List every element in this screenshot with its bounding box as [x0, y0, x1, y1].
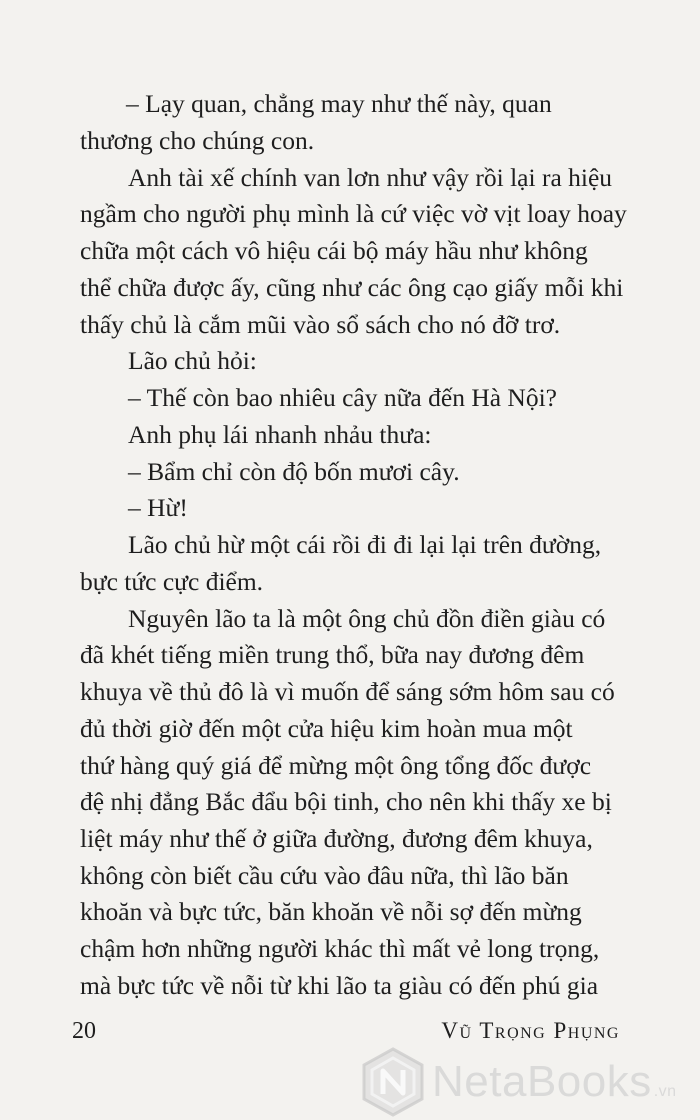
text-line: ngầm cho người phụ mình là cứ việc vờ vịt loay hoay — [80, 199, 627, 228]
page-number: 20 — [72, 1018, 96, 1044]
text-line: chữa một cách vô hiệu cái bộ máy hầu như không — [80, 236, 588, 265]
text-line: Nguyên lão ta là một ông chủ đồn điền giàu có — [128, 604, 606, 633]
watermark-text: NetaBooks .vn — [432, 1057, 677, 1106]
text-line: Lão chủ hừ một cái rồi đi đi lại lại trên đường, — [128, 530, 602, 559]
text-line: không còn biết cầu cứu vào đâu nữa, thì lão băn — [80, 861, 569, 890]
text-line: Lão chủ hỏi: — [128, 346, 257, 375]
text-line: Anh tài xế chính van lơn như vậy rồi lại ra hiệu — [128, 163, 613, 192]
text-line: đủ thời giờ đến một cửa hiệu kim hoàn mua một — [80, 714, 573, 743]
text-line: khoăn và bực tức, băn khoăn về nỗi sợ đến mừng — [80, 897, 582, 926]
watermark — [360, 1046, 700, 1118]
text-line: đã khét tiếng miền trung thổ, bữa nay đương đêm — [80, 640, 585, 669]
running-footer-author: Vũ Trọng Phụng — [441, 1018, 620, 1043]
text-line: đệ nhị đẳng Bắc đẩu bội tinh, cho nên khi thấy xe bị — [80, 787, 612, 816]
page-footer — [0, 1014, 700, 1048]
netabooks-logo-icon — [360, 1046, 426, 1118]
text-line: – Hừ! — [128, 493, 188, 522]
text-line: thương cho chúng con. — [80, 126, 315, 155]
text-line: – Bẩm chỉ còn độ bốn mươi cây. — [128, 457, 460, 486]
text-line: khuya về thủ đô là vì muốn để sáng sớm hôm sau có — [80, 677, 615, 706]
text-line: mà bực tức về nỗi từ khi lão ta giàu có đến phú gia — [80, 971, 599, 1000]
text-line: thấy chủ là cắm mũi vào sổ sách cho nó đỡ trơ. — [80, 310, 561, 339]
text-line: liệt máy như thế ở giữa đường, đương đêm khuya, — [80, 824, 593, 853]
text-line: chậm hơn những người khác thì mất vẻ long trọng, — [80, 934, 600, 963]
text-line: bực tức cực điểm. — [80, 567, 264, 596]
text-line: thứ hàng quý giá để mừng một ông tổng đốc được — [80, 751, 592, 780]
text-line: Anh phụ lái nhanh nhảu thưa: — [128, 420, 432, 449]
text-line: – Lạy quan, chẳng may như thế này, quan — [126, 89, 552, 118]
text-line: thể chữa được ấy, cũng như các ông cạo giấy mỗi khi — [80, 273, 624, 302]
text-line: – Thế còn bao nhiêu cây nữa đến Hà Nội? — [128, 383, 557, 412]
